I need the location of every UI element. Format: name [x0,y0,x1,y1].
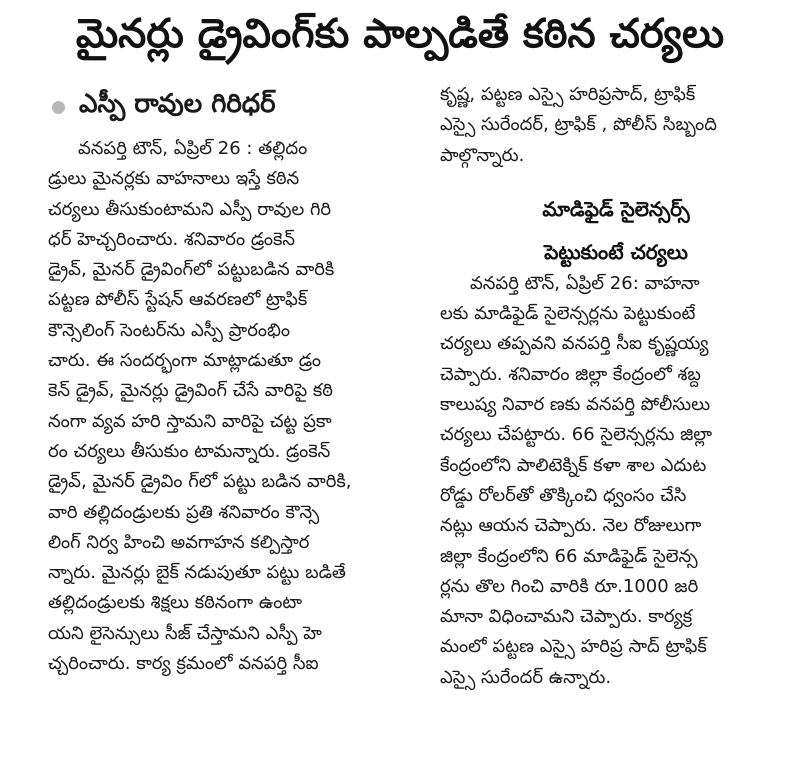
bullet-icon [52,101,65,114]
headline: మైనర్లు డ్రైవింగ్‌కు పాల్పడితే కఠిన చర్యలు [75,11,725,57]
text-line: చర్యలు తప్పవని వనపర్తి సీఐ కృష్ణయ్య [440,333,709,355]
text-line: రోడ్డు రోలర్‌తో తొక్కించి ధ్వంసం చేసి [440,484,687,506]
text-line: నట్లు ఆయన చెప్పారు. నెల రోజులుగా [440,515,702,537]
text-line: మానా విధించామని చెప్పారు. కార్యక్ర [440,606,693,628]
text-line: వనపర్తి టౌన్, ఏప్రిల్ 26: వాహనా [470,272,700,294]
text-line: చ్చరించారు. కార్య క్రమంలో వనపర్తి సీఐ [48,653,319,675]
text-line: రం చర్యలు తీసుకుం టామన్నారు. డ్రంకెన్ [48,440,331,462]
right-column [440,80,792,693]
text-line: చర్యలు తీసుకుంటామని ఎస్పీ రావుల గిరి [48,198,332,220]
text-line: చెప్పారు. శనివారం జిల్లా కేంద్రంలో శబ్ద [440,363,701,385]
subheading-2: పెట్టుకుంటే చర్యలు [544,239,688,264]
text-line: ఎస్సై సురేందర్, ట్రాఫిక్ , పోలీస్ సిబ్బంది [440,114,717,136]
byline [52,80,420,134]
text-line: డ్రైవ్, మైనర్ డ్రైవింగ్‌లో పట్టుబడిన వారికి [48,259,335,281]
text-line: పాల్గొన్నారు. [440,144,525,166]
text-line: లకు మాడిఫైడ్ సైలెన్సర్లను పెట్టుకుంటే [440,303,696,325]
text-line: మంలో పట్టణ ఎస్సై హరిప్ర సాద్ ట్రాఫిక్ [440,636,707,658]
text-line: చర్యలు చేపట్టారు. 66 సైలెన్సర్లను జిల్లా [440,424,713,446]
text-line: కేంద్రంలోని పాలిటెక్నిక్ కళా శాల ఎదుట [440,454,707,476]
text-line: కృష్ణ, పట్టణ ఎస్సై హరిప్రసాద్, ట్రాఫిక్ [440,84,696,105]
text-line: డ్రైవ్, మైనర్ డ్రైవిం గ్‌లో పట్టు బడిన వారికి, [48,471,352,493]
text-line: పట్టణ పోలీస్ స్టేషన్ ఆవరణలో ట్రాఫిక్ [48,289,308,311]
left-article-body [48,134,420,679]
right-article-continuation [440,80,792,171]
text-line: నంగా వ్యవ హరి స్తామని వారిపై చట్ట ప్రకా [48,410,332,432]
text-line: చారు. ఈ సందర్భంగా మాట్లాడుతూ డ్రం [48,350,321,372]
text-line: న్నారు. మైనర్లు బైక్ నడుపుతూ పట్టు బడితే [48,562,346,584]
text-line: డ్రులు మైనర్లకు వాహనాలు ఇస్తే కఠిన [48,168,300,190]
subheading-1: మాడిఫైడ్ సైలెన్సర్స్ [542,196,690,221]
text-line: ర్లను తొల గించి వారికి రూ.1000 జరి [440,575,699,597]
left-column [48,80,420,679]
right-article-body [440,269,792,693]
text-line: తల్లిదండ్రులకు శిక్షలు కఠినంగా ఉంటా [48,592,302,614]
byline-text: ఎస్పీ రావుల గిరిధర్ [79,89,276,119]
text-line: కాలుష్య నివార ణకు వనపర్తి పోలీసులు [440,394,711,416]
text-line: ధర్ హెచ్చరించారు. శనివారం డ్రంకెన్ [48,228,296,250]
text-line: లింగ్ నిర్వ హించి అవగాహన కల్పిస్తార [48,531,310,553]
text-line: ఎస్సై సురేందర్ ఉన్నారు. [440,666,612,688]
text-line: జిల్లా కేంద్రంలోని 66 మాడిఫైడ్ సైలెన్స [440,545,698,567]
text-line: వనపర్తి టౌన్, ఏప్రిల్ 26 : తల్లిదం [78,138,308,159]
text-line: వారి తల్లిదండ్రులకు ప్రతి శనివారం కౌన్సె [48,501,320,523]
text-line: కెన్ డ్రైవ్, మైనర్లు డ్రైవింగ్ చేసే వారిపై కఠి [48,380,333,402]
text-line: కౌన్సెలింగ్ సెంటర్‌ను ఎస్పీ ప్రారంభిం [48,319,291,341]
text-line: యని లైసెన్సులు సీజ్ చేస్తామని ఎస్పీ హె [48,622,322,644]
